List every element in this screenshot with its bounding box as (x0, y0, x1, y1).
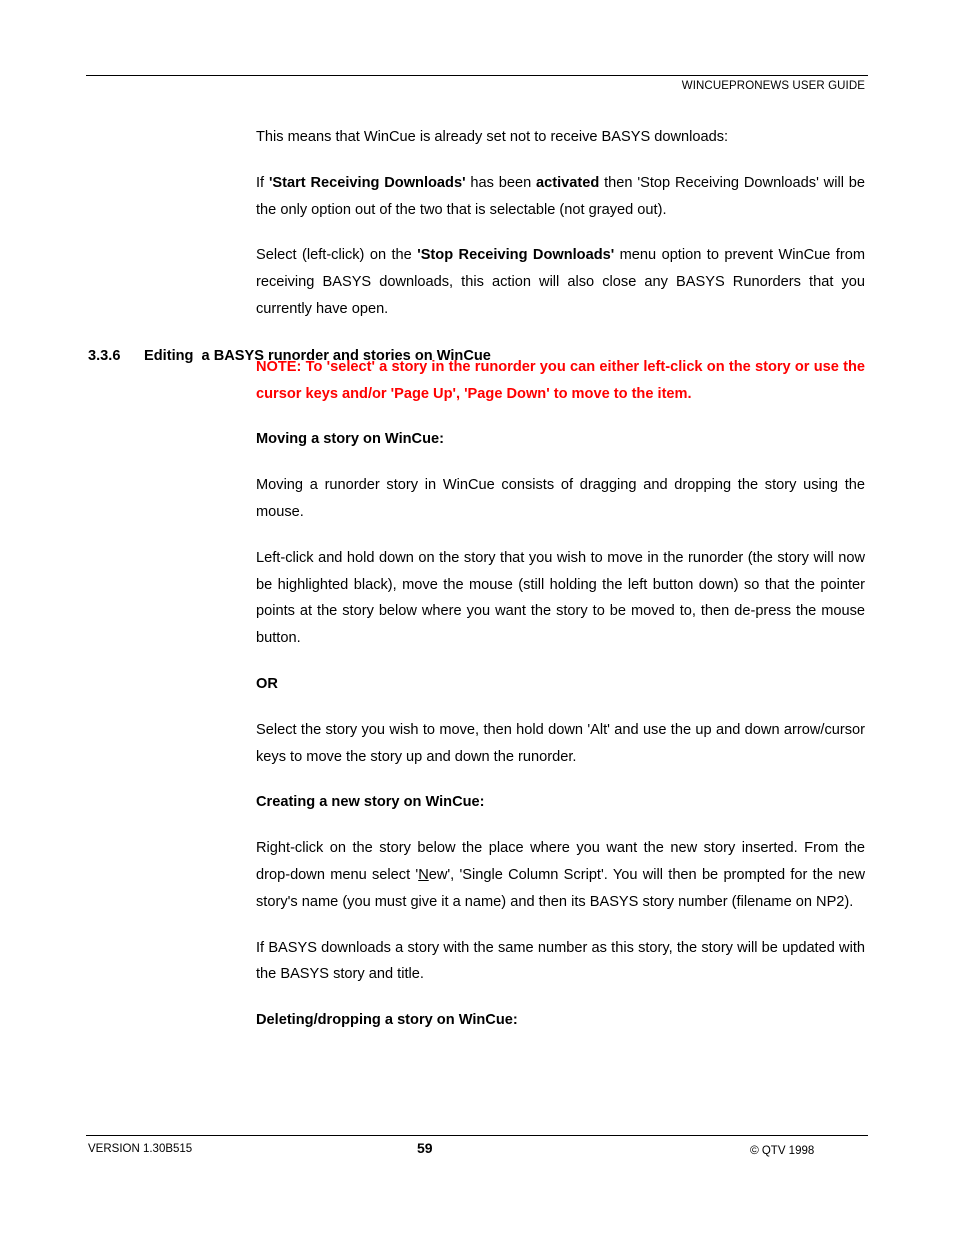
paragraph-moving-keyboard: Select the story you wish to move, then hold down 'Alt' and use the up and down arrow/cursor keys to move the story up and down the runorder. (256, 721, 865, 765)
header-rule (86, 75, 868, 76)
section-number: 3.3.6 (88, 348, 121, 364)
page-body (256, 124, 865, 1053)
paragraph-creating-update: If BASYS downloads a story with the same number as this story, the story will be updated with the BASYS story and title. (256, 939, 865, 983)
term-start-receiving-downloads: 'Start Receiving Downloads' (268, 174, 466, 191)
heading-deleting-story: Deleting/dropping a story on WinCue: (256, 1012, 518, 1029)
footer-version: VERSION 1.30B515 (88, 1143, 193, 1155)
paragraph-moving-instructions: Left-click and hold down on the story that you wish to move in the runorder (the story will now be highlighted black), move the mouse (still holding the left button down) so that the pointer points at the story below where you want the story to be moved to, then de-press the mouse button. (256, 549, 865, 647)
running-header: WINCUEPRONEWS USER GUIDE (681, 80, 865, 92)
paragraph-start-receiving: If 'Start Receiving Downloads' has been activated then 'Stop Receiving Downloads' will be the only option out of the two that is selectable (not grayed out). (256, 174, 865, 218)
section-heading (88, 345, 491, 367)
note-selecting-story: NOTE: To 'select' a story in the runorder you can either left-click on the story or use the cursor keys and/or 'Page Up', 'Page Down' to move to the item. (256, 358, 865, 402)
heading-moving-story: Moving a story on WinCue: (256, 431, 444, 448)
page-number: 59 (417, 1140, 433, 1156)
paragraph-already-set: This means that WinCue is already set not to receive BASYS downloads: (256, 129, 729, 145)
footer-rule (86, 1135, 868, 1136)
paragraph-creating-instructions: Right-click on the story below the place where you want the new story inserted. From the drop-down menu select 'New', 'Single Column Script'. You will then be prompted for the new story's name (you must give it a name) and then its BASYS story number (filename on NP2). (256, 840, 865, 910)
term-activated: activated (536, 174, 600, 191)
paragraph-moving-drag-drop: Moving a runorder story in WinCue consists of dragging and dropping the story using the mouse. (256, 477, 865, 520)
term-stop-receiving-downloads: 'Stop Receiving Downloads' (417, 247, 615, 264)
menu-accelerator-n: N (418, 866, 429, 883)
footer-copyright: © QTV 1998 (750, 1143, 815, 1157)
paragraph-stop-receiving: Select (left-click) on the 'Stop Receiving Downloads' menu option to prevent WinCue from receiving BASYS downloads, this action will also close any BASYS Runorders that you currently have open. (256, 247, 865, 317)
or-label: OR (256, 675, 278, 692)
heading-creating-story: Creating a new story on WinCue: (256, 794, 485, 811)
section-title: Editing a BASYS runorder and stories on WinCue (144, 348, 491, 364)
copyright-icon: © (750, 1143, 759, 1157)
